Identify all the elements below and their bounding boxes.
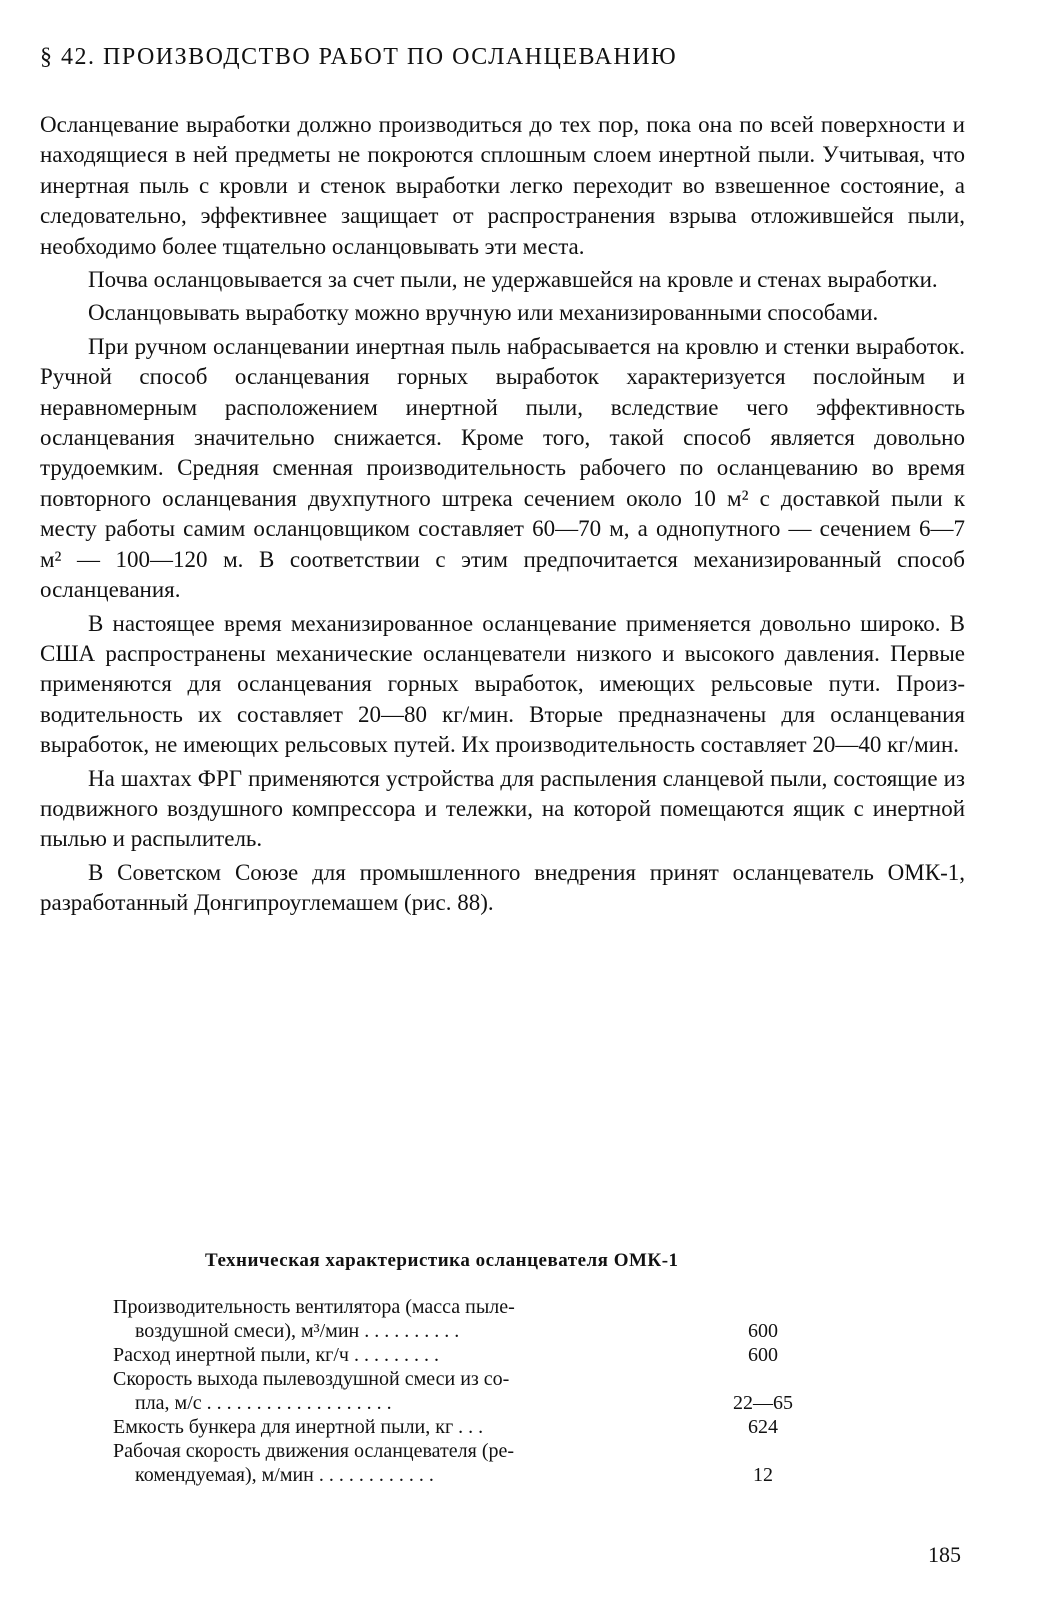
paragraph: На шахтах ФРГ применяются устройства для распыления сланцевой пыли, состоящие из подвижного воздушного компрессора и тележки, на которой помещаются ящик с инертной пылью и распылитель. bbox=[40, 765, 965, 852]
paragraph: Осланцевание выработки должно производиться до тех пор, пока она по всей поверхности и находящиеся в ней предметы не покроются сплошным слоем инертной пыли. Учитывая, что инертная пыль с кровли и стенок выработки легко переходит во взвешенное состояние, а следовательно, эффективнее защищает от распространения взрыва отложившейся пыли, необходимо более тщательно осланцовывать эти места. bbox=[40, 112, 965, 259]
spec-label bbox=[113, 1343, 688, 1367]
spec-value: 600 bbox=[748, 1344, 778, 1366]
spec-value: 600 bbox=[748, 1320, 778, 1342]
spec-label bbox=[113, 1367, 688, 1415]
spec-row bbox=[113, 1343, 853, 1367]
spec-label bbox=[113, 1415, 688, 1439]
spec-row bbox=[113, 1295, 853, 1343]
spec-value: 22—65 bbox=[733, 1392, 793, 1414]
body-text bbox=[40, 110, 965, 922]
spec-label-line: Рабочая скорость движения осланцевателя (ре- bbox=[113, 1440, 515, 1462]
section-heading: § 42. ПРОИЗВОДСТВО РАБОТ ПО ОСЛАНЦЕВАНИЮ bbox=[40, 44, 678, 70]
spec-label bbox=[113, 1439, 688, 1487]
spec-table-title: Техническая характеристика осланцевателя ОМК-1 bbox=[205, 1250, 679, 1271]
spec-label-line: пла, м/с . . . . . . . . . . . . . . . . . . . bbox=[135, 1392, 392, 1414]
paragraph: В настоящее время механизированное осланцевание применяется довольно широко. В США распространены механические осланцеватели низкого и высокого давления. Первые применяются для осланцевания горных выработок, имеющих рельсовые пути. Производительность их составляет 20—80 кг/мин. Вторые предназначены для осланцевания выработок, не имеющих рельсовых путей. Их производительность составляет 20—40 кг/мин. bbox=[40, 610, 965, 758]
spec-row bbox=[113, 1367, 853, 1415]
paragraph: При ручном осланцевании инертная пыль набрасывается на кровлю и стенки выработок. Ручной способ осланцевания горных выработок характеризуется послойным и неравномерным расположением инертной пыли, вследствие чего эффективность осланцевания значительно снижается. Кроме того, такой способ является довольно трудоемким. Средняя сменная производительность рабочего по осланцеванию во время повторного осланцевания двухпутного штрека сечением около 10 м² с доставкой пыли к месту работы самим осланцовщиком составляет 60—70 м, а однопутного — сечением 6—7 м² — 100—120 м. В соответствии с этим предпочитается механизированный способ осланцевания. bbox=[40, 333, 965, 603]
spec-label-line: комендуемая), м/мин . . . . . . . . . . . . bbox=[135, 1464, 434, 1486]
paragraph: Почва осланцовывается за счет пыли, не удержавшейся на кровле и стенах выработки. bbox=[88, 267, 938, 293]
spec-label-line: Расход инертной пыли, кг/ч . . . . . . . . . bbox=[113, 1344, 439, 1366]
spec-label-line: Скорость выхода пылевоздушной смеси из со- bbox=[113, 1368, 510, 1390]
spec-label-line: Производительность вентилятора (масса пыле- bbox=[113, 1296, 515, 1318]
spec-value: 12 bbox=[753, 1464, 773, 1486]
spec-row bbox=[113, 1415, 853, 1439]
spec-row bbox=[113, 1439, 853, 1487]
paragraph: В Советском Союзе для промышленного внедрения принят осланцеватель ОМК-1, разработанный Донгипроуглемашем (рис. 88). bbox=[40, 859, 965, 916]
spec-label-line: воздушной смеси), м³/мин . . . . . . . . . . bbox=[135, 1320, 460, 1342]
page-number: 185 bbox=[928, 1542, 961, 1567]
spec-value: 624 bbox=[748, 1416, 778, 1438]
paragraph: Осланцовывать выработку можно вручную или механизированными способами. bbox=[88, 300, 879, 326]
spec-table bbox=[113, 1295, 853, 1487]
spec-label bbox=[113, 1295, 688, 1343]
spec-label-line: Емкость бункера для инертной пыли, кг . . . bbox=[113, 1416, 484, 1438]
